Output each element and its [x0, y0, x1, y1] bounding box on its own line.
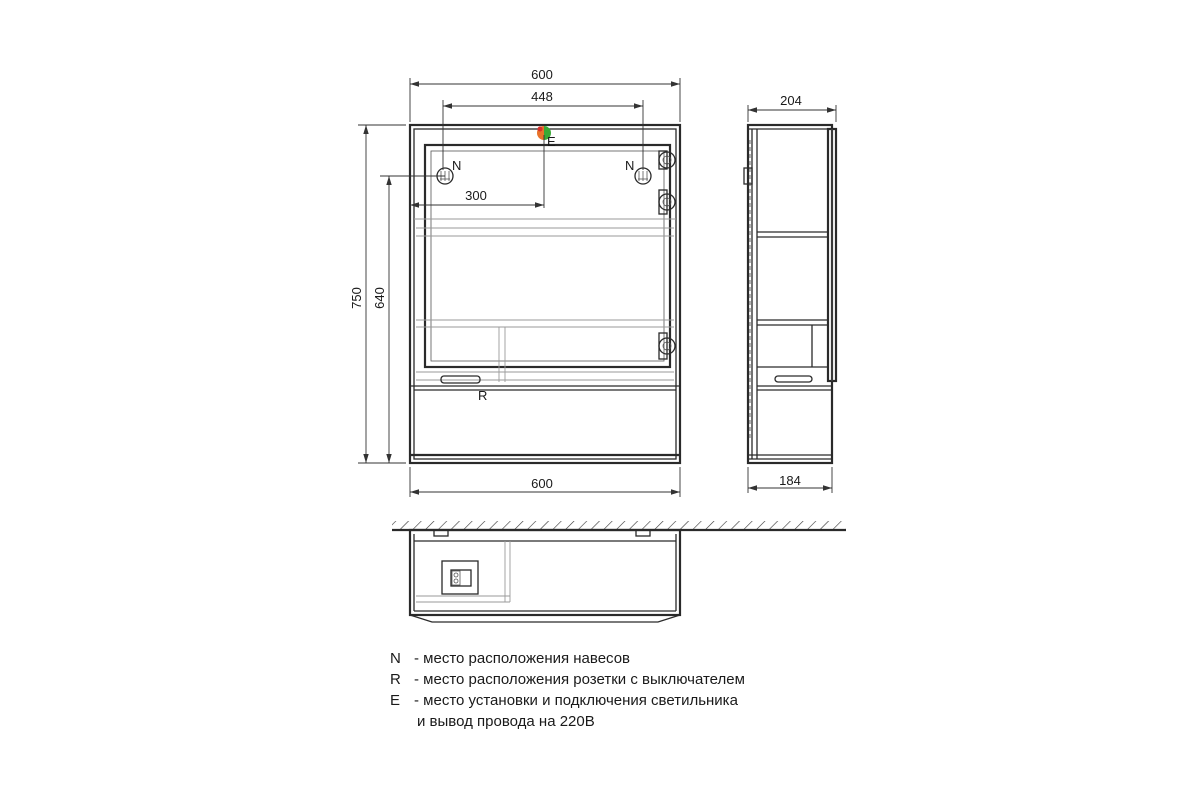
- dim-height-total: 750: [349, 287, 364, 309]
- side-view: [744, 93, 836, 493]
- marker-r: R: [478, 388, 488, 403]
- dim-depth-bottom: 184: [779, 473, 801, 488]
- dim-width-bottom: 600: [531, 476, 553, 491]
- marker-e: E: [547, 134, 556, 149]
- mirror-door: [425, 145, 670, 367]
- legend-row-r: [390, 669, 830, 690]
- legend-text-e-cont: и вывод провода на 220В: [417, 713, 595, 730]
- marker-n-right: N: [625, 158, 635, 173]
- dim-depth-top: 204: [780, 93, 802, 108]
- legend-text-e: - место установки и подключения светильника: [414, 692, 738, 709]
- marker-n-left: N: [452, 158, 462, 173]
- wall-hatch: [392, 521, 846, 530]
- dim-width-top: 600: [531, 67, 553, 82]
- hanger-right-icon: [635, 168, 651, 184]
- legend-key-e: E: [390, 692, 401, 709]
- dim-hanger-spacing: 448: [531, 89, 553, 104]
- dim-height-to-hanger: 640: [372, 287, 387, 309]
- hinge-icon: [659, 151, 675, 169]
- legend-row-e-cont: [390, 711, 830, 732]
- legend-text-n: - место расположения навесов: [414, 650, 631, 667]
- legend-key-n: N: [390, 650, 401, 667]
- socket-r-symbol: [441, 376, 480, 383]
- legend-row-e: [390, 690, 830, 711]
- legend-text-r: - место расположения розетки с выключателем: [414, 671, 745, 688]
- hinge-icon: [659, 190, 675, 214]
- legend: [390, 648, 830, 732]
- side-body: [748, 125, 832, 463]
- cabinet-outline: [410, 125, 680, 463]
- dim-to-center: 300: [465, 188, 487, 203]
- hinge-icon: [659, 333, 675, 359]
- front-view: [349, 67, 680, 497]
- top-view: [392, 521, 846, 622]
- legend-key-r: R: [390, 671, 401, 688]
- legend-row-n: [390, 648, 830, 669]
